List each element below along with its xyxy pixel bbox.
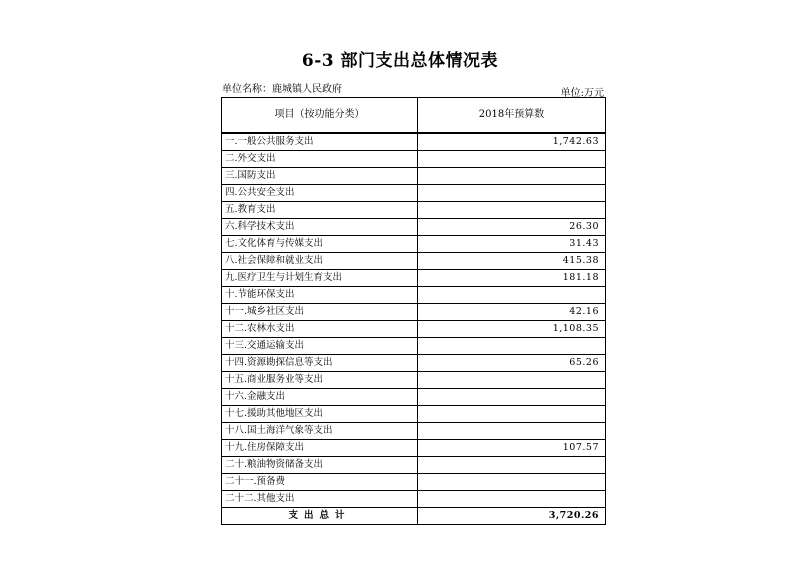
row-amount bbox=[418, 491, 606, 508]
row-item-label: 八.社会保障和就业支出 bbox=[222, 253, 418, 270]
table-row bbox=[222, 474, 606, 491]
table-row bbox=[222, 457, 606, 474]
table-row bbox=[222, 423, 606, 440]
row-amount bbox=[418, 185, 606, 202]
row-item-label: 二十二.其他支出 bbox=[222, 491, 418, 508]
row-amount bbox=[418, 202, 606, 219]
row-item-label: 十九.住房保障支出 bbox=[222, 440, 418, 457]
total-label: 支出总计 bbox=[222, 508, 418, 525]
row-amount bbox=[418, 474, 606, 491]
row-item-label: 二.外交支出 bbox=[222, 151, 418, 168]
row-item-label: 二十.粮油物资储备支出 bbox=[222, 457, 418, 474]
row-amount bbox=[418, 168, 606, 185]
row-item-label: 七.文化体育与传媒支出 bbox=[222, 236, 418, 253]
row-item-label: 十五.商业服务业等支出 bbox=[222, 372, 418, 389]
total-row bbox=[222, 508, 606, 525]
row-item-label: 一.一般公共服务支出 bbox=[222, 133, 418, 151]
row-amount: 26.30 bbox=[418, 219, 606, 236]
expenditure-table bbox=[221, 97, 606, 525]
table-row bbox=[222, 151, 606, 168]
row-amount: 42.16 bbox=[418, 304, 606, 321]
row-item-label: 十一.城乡社区支出 bbox=[222, 304, 418, 321]
row-item-label: 十三.交通运输支出 bbox=[222, 338, 418, 355]
row-item-label: 十八.国土海洋气象等支出 bbox=[222, 423, 418, 440]
table-header-row bbox=[222, 98, 606, 134]
table-row bbox=[222, 185, 606, 202]
table-row bbox=[222, 236, 606, 253]
table-row bbox=[222, 253, 606, 270]
row-item-label: 十二.农林水支出 bbox=[222, 321, 418, 338]
row-amount: 31.43 bbox=[418, 236, 606, 253]
table-row bbox=[222, 491, 606, 508]
row-amount bbox=[418, 389, 606, 406]
row-amount bbox=[418, 338, 606, 355]
row-amount: 181.18 bbox=[418, 270, 606, 287]
table-row bbox=[222, 270, 606, 287]
row-amount bbox=[418, 423, 606, 440]
row-amount: 107.57 bbox=[418, 440, 606, 457]
row-item-label: 十六.金融支出 bbox=[222, 389, 418, 406]
table-row bbox=[222, 287, 606, 304]
row-item-label: 六.科学技术支出 bbox=[222, 219, 418, 236]
unit-label: 单位:万元 bbox=[560, 88, 604, 99]
row-item-label: 十七.援助其他地区支出 bbox=[222, 406, 418, 423]
row-item-label: 四.公共安全支出 bbox=[222, 185, 418, 202]
table-row bbox=[222, 389, 606, 406]
row-amount bbox=[418, 287, 606, 304]
table-row bbox=[222, 338, 606, 355]
page-title: 6-3 部门支出总体情况表 bbox=[301, 51, 499, 71]
row-amount: 1,742.63 bbox=[418, 133, 606, 151]
row-amount: 65.26 bbox=[418, 355, 606, 372]
row-amount bbox=[418, 372, 606, 389]
row-amount: 415.38 bbox=[418, 253, 606, 270]
table-row bbox=[222, 168, 606, 185]
table-row bbox=[222, 133, 606, 151]
table-row bbox=[222, 355, 606, 372]
row-amount bbox=[418, 406, 606, 423]
row-item-label: 三.国防支出 bbox=[222, 168, 418, 185]
row-item-label: 二十一.预备费 bbox=[222, 474, 418, 491]
table-row bbox=[222, 321, 606, 338]
table-row bbox=[222, 440, 606, 457]
row-item-label: 九.医疗卫生与计划生育支出 bbox=[222, 270, 418, 287]
row-item-label: 十四.资源勘探信息等支出 bbox=[222, 355, 418, 372]
table-row bbox=[222, 202, 606, 219]
table-body bbox=[222, 133, 606, 508]
unit-name: 单位名称：鹿城镇人民政府 bbox=[222, 84, 342, 95]
table-row bbox=[222, 372, 606, 389]
row-amount bbox=[418, 457, 606, 474]
table-row bbox=[222, 406, 606, 423]
column-header-item: 项目（按功能分类） bbox=[222, 98, 418, 134]
row-amount: 1,108.35 bbox=[418, 321, 606, 338]
row-item-label: 五.教育支出 bbox=[222, 202, 418, 219]
column-header-amount: 2018年预算数 bbox=[418, 98, 606, 134]
table-row bbox=[222, 304, 606, 321]
row-amount bbox=[418, 151, 606, 168]
table-row bbox=[222, 219, 606, 236]
row-item-label: 十.节能环保支出 bbox=[222, 287, 418, 304]
total-amount: 3,720.26 bbox=[418, 508, 606, 525]
